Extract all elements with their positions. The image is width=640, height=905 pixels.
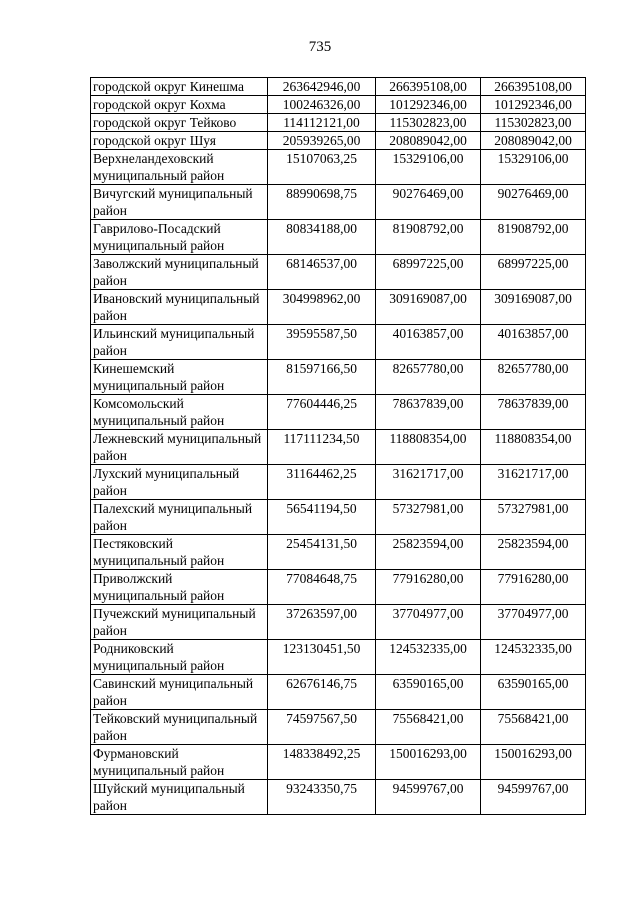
table-row	[91, 360, 586, 395]
amount-cell-2: 15329106,00	[376, 150, 481, 185]
amount-cell-1: 81597166,50	[268, 360, 376, 395]
amount-cell-2: 118808354,00	[376, 430, 481, 465]
amount-cell-3: 57327981,00	[481, 500, 586, 535]
table-row	[91, 150, 586, 185]
municipality-name-cell: Шуйский муниципальный район	[91, 780, 268, 815]
amount-cell-2: 81908792,00	[376, 220, 481, 255]
amount-cell-2: 25823594,00	[376, 535, 481, 570]
municipality-name-cell: городской округ Тейково	[91, 114, 268, 132]
amount-cell-3: 266395108,00	[481, 78, 586, 96]
amount-cell-3: 31621717,00	[481, 465, 586, 500]
amount-cell-1: 74597567,50	[268, 710, 376, 745]
amount-cell-3: 15329106,00	[481, 150, 586, 185]
budget-table-body	[91, 78, 586, 815]
municipality-name-cell: Пестяковский муниципальный район	[91, 535, 268, 570]
budget-table	[90, 77, 586, 815]
amount-cell-2: 208089042,00	[376, 132, 481, 150]
amount-cell-2: 63590165,00	[376, 675, 481, 710]
amount-cell-1: 100246326,00	[268, 96, 376, 114]
amount-cell-3: 40163857,00	[481, 325, 586, 360]
amount-cell-1: 39595587,50	[268, 325, 376, 360]
table-row	[91, 325, 586, 360]
amount-cell-1: 93243350,75	[268, 780, 376, 815]
amount-cell-3: 115302823,00	[481, 114, 586, 132]
amount-cell-1: 88990698,75	[268, 185, 376, 220]
municipality-name-cell: Ильинский муниципальный район	[91, 325, 268, 360]
municipality-name-cell: Палехский муниципальный район	[91, 500, 268, 535]
amount-cell-1: 114112121,00	[268, 114, 376, 132]
table-row	[91, 220, 586, 255]
amount-cell-2: 77916280,00	[376, 570, 481, 605]
amount-cell-3: 75568421,00	[481, 710, 586, 745]
table-row	[91, 395, 586, 430]
municipality-name-cell: Верхнеландеховский муниципальный район	[91, 150, 268, 185]
amount-cell-1: 148338492,25	[268, 745, 376, 780]
table-row	[91, 535, 586, 570]
amount-cell-1: 77084648,75	[268, 570, 376, 605]
table-row	[91, 745, 586, 780]
municipality-name-cell: Лежневский муниципальный район	[91, 430, 268, 465]
municipality-name-cell: Приволжский муниципальный район	[91, 570, 268, 605]
municipality-name-cell: Тейковский муниципальный район	[91, 710, 268, 745]
amount-cell-2: 266395108,00	[376, 78, 481, 96]
amount-cell-1: 62676146,75	[268, 675, 376, 710]
municipality-name-cell: Кинешемский муниципальный район	[91, 360, 268, 395]
amount-cell-3: 208089042,00	[481, 132, 586, 150]
table-row	[91, 675, 586, 710]
table-row	[91, 570, 586, 605]
municipality-name-cell: Вичугский муниципальный район	[91, 185, 268, 220]
amount-cell-3: 94599767,00	[481, 780, 586, 815]
amount-cell-2: 68997225,00	[376, 255, 481, 290]
amount-cell-3: 124532335,00	[481, 640, 586, 675]
amount-cell-1: 205939265,00	[268, 132, 376, 150]
amount-cell-1: 117111234,50	[268, 430, 376, 465]
amount-cell-2: 75568421,00	[376, 710, 481, 745]
amount-cell-3: 150016293,00	[481, 745, 586, 780]
amount-cell-2: 94599767,00	[376, 780, 481, 815]
municipality-name-cell: Заволжский муниципальный район	[91, 255, 268, 290]
municipality-name-cell: городской округ Кинешма	[91, 78, 268, 96]
amount-cell-3: 37704977,00	[481, 605, 586, 640]
amount-cell-1: 31164462,25	[268, 465, 376, 500]
table-row	[91, 605, 586, 640]
amount-cell-3: 118808354,00	[481, 430, 586, 465]
amount-cell-3: 90276469,00	[481, 185, 586, 220]
amount-cell-1: 56541194,50	[268, 500, 376, 535]
amount-cell-3: 81908792,00	[481, 220, 586, 255]
table-row	[91, 500, 586, 535]
amount-cell-3: 78637839,00	[481, 395, 586, 430]
table-row	[91, 114, 586, 132]
amount-cell-2: 150016293,00	[376, 745, 481, 780]
amount-cell-3: 63590165,00	[481, 675, 586, 710]
amount-cell-1: 80834188,00	[268, 220, 376, 255]
amount-cell-3: 25823594,00	[481, 535, 586, 570]
page-number: 735	[308, 39, 332, 55]
amount-cell-2: 37704977,00	[376, 605, 481, 640]
amount-cell-2: 40163857,00	[376, 325, 481, 360]
municipality-name-cell: Савинский муниципальный район	[91, 675, 268, 710]
amount-cell-1: 123130451,50	[268, 640, 376, 675]
table-row	[91, 132, 586, 150]
municipality-name-cell: Лухский муниципальный район	[91, 465, 268, 500]
table-row	[91, 255, 586, 290]
municipality-name-cell: Ивановский муниципальный район	[91, 290, 268, 325]
amount-cell-2: 309169087,00	[376, 290, 481, 325]
table-row	[91, 430, 586, 465]
amount-cell-1: 304998962,00	[268, 290, 376, 325]
amount-cell-2: 82657780,00	[376, 360, 481, 395]
table-row	[91, 465, 586, 500]
amount-cell-3: 68997225,00	[481, 255, 586, 290]
amount-cell-3: 82657780,00	[481, 360, 586, 395]
table-row	[91, 96, 586, 114]
amount-cell-1: 37263597,00	[268, 605, 376, 640]
table-row	[91, 710, 586, 745]
municipality-name-cell: городской округ Шуя	[91, 132, 268, 150]
amount-cell-2: 124532335,00	[376, 640, 481, 675]
amount-cell-1: 77604446,25	[268, 395, 376, 430]
municipality-name-cell: Пучежский муниципальный район	[91, 605, 268, 640]
amount-cell-3: 101292346,00	[481, 96, 586, 114]
amount-cell-1: 263642946,00	[268, 78, 376, 96]
amount-cell-1: 25454131,50	[268, 535, 376, 570]
table-row	[91, 640, 586, 675]
amount-cell-1: 68146537,00	[268, 255, 376, 290]
table-row	[91, 185, 586, 220]
amount-cell-2: 78637839,00	[376, 395, 481, 430]
table-row	[91, 290, 586, 325]
amount-cell-2: 31621717,00	[376, 465, 481, 500]
municipality-name-cell: Комсомольский муниципальный район	[91, 395, 268, 430]
table-row	[91, 78, 586, 96]
amount-cell-2: 115302823,00	[376, 114, 481, 132]
amount-cell-2: 90276469,00	[376, 185, 481, 220]
amount-cell-2: 101292346,00	[376, 96, 481, 114]
amount-cell-3: 309169087,00	[481, 290, 586, 325]
municipality-name-cell: Гаврилово-Посадский муниципальный район	[91, 220, 268, 255]
amount-cell-2: 57327981,00	[376, 500, 481, 535]
municipality-name-cell: Фурмановский муниципальный район	[91, 745, 268, 780]
amount-cell-1: 15107063,25	[268, 150, 376, 185]
municipality-name-cell: Родниковский муниципальный район	[91, 640, 268, 675]
municipality-name-cell: городской округ Кохма	[91, 96, 268, 114]
table-row	[91, 780, 586, 815]
amount-cell-3: 77916280,00	[481, 570, 586, 605]
